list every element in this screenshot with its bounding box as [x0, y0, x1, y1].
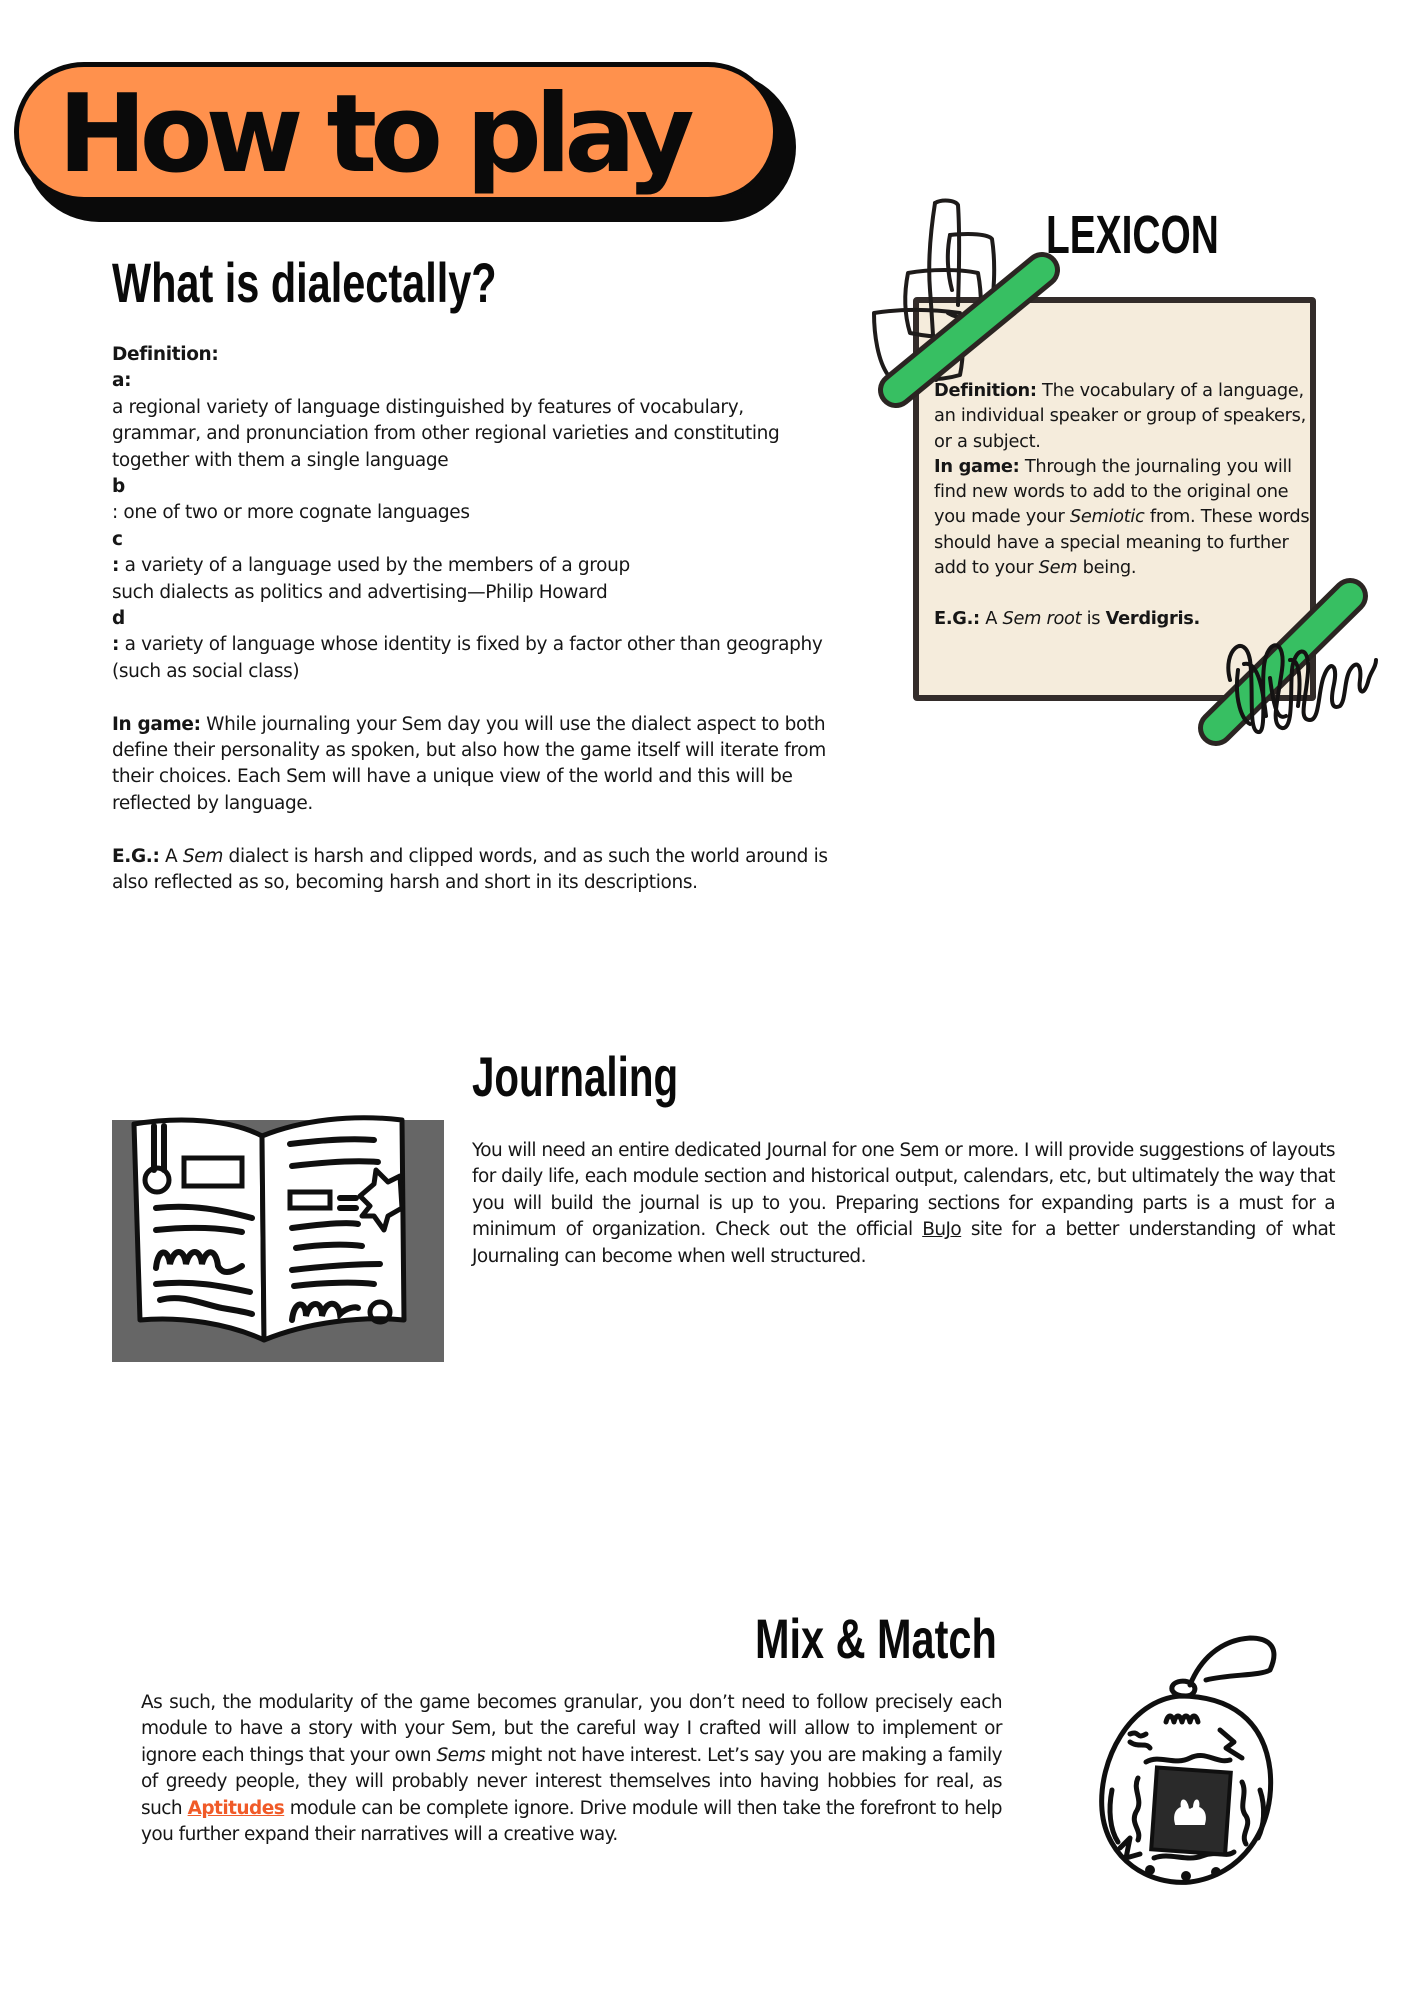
- definition-a-text: a regional variety of language distinguished by features of vocabulary, grammar, and pronunciation from other regional varieties and constituting together with them a single language: [112, 396, 780, 471]
- lexicon-eg-is: is: [1081, 607, 1106, 629]
- bujo-link[interactable]: BuJo: [922, 1219, 962, 1241]
- dialect-in-game: [112, 712, 832, 818]
- mix-match-text-1: As such, the modularity of the game becomes granular, you don’t need to follow precisely each module to have a story with your Sem, but the careful way I crafted will allow to implement or ignore each things that your own: [141, 1692, 1002, 1766]
- journaling-heading: Journaling: [472, 1045, 679, 1108]
- lexicon-sem: Sem: [1038, 557, 1078, 579]
- mix-match-text-3: module can be complete ignore. Drive module will then take the forefront to help you further expand their narratives will a creative way.: [141, 1797, 1002, 1846]
- eg-text: dialect is harsh and clipped words, and as such the world around is also reflected as so, becoming harsh and short in its descriptions.: [112, 845, 828, 894]
- lexicon-in-game-label: In game:: [934, 455, 1020, 477]
- definition-c-colon: :: [112, 555, 120, 577]
- scribble-bottom-right-icon: [1220, 620, 1380, 745]
- definition-b-label: b: [112, 476, 125, 498]
- definition-b-text: : one of two or more cognate languages: [112, 502, 470, 524]
- page-title: How to play: [58, 72, 688, 197]
- definition-c-label: c: [112, 528, 123, 550]
- lexicon-in-game-text-2: from. These words should have a special meaning to further add to your: [934, 506, 1310, 579]
- tape-fill: [896, 270, 1042, 390]
- lexicon-definition-text: The vocabulary of a language, an individual speaker or group of speakers, or a subject.: [934, 380, 1306, 452]
- mix-match-text-2: might not have interest. Let’s say you are making a family of greedy people, they will probably never interest themselves into having hobbies for real, as such: [141, 1744, 1003, 1819]
- lexicon-eg-label: E.G.:: [934, 607, 980, 629]
- eg-pre: A: [159, 845, 183, 867]
- open-journal-book-icon: [112, 1098, 444, 1366]
- journaling-text: [472, 1138, 1335, 1270]
- mix-match-heading: Mix & Match: [755, 1607, 997, 1670]
- lexicon-heading: LEXICON: [1046, 205, 1219, 265]
- definition-label: Definition:: [112, 344, 219, 365]
- lexicon-semiotic: Semiotic: [1069, 506, 1145, 528]
- dialect-definition-block: [112, 342, 832, 897]
- eg-label: E.G.:: [112, 845, 160, 867]
- mix-match-text: [141, 1690, 1002, 1848]
- lexicon-in-game-text-1: Through the journaling you will find new words to add to the original one you made your: [934, 455, 1292, 528]
- definition-d-label: d: [112, 608, 125, 630]
- definition-a-label: a:: [112, 370, 132, 392]
- lexicon-in-game: [934, 454, 1314, 580]
- lexicon-eg-sem-root: Sem root: [1002, 607, 1082, 629]
- definition-c-text-2: such dialects as politics and advertising—Philip Howard: [112, 581, 608, 603]
- in-game-label: In game:: [112, 713, 201, 735]
- dialect-heading: What is dialectally?: [112, 251, 497, 314]
- aptitudes-link[interactable]: Aptitudes: [187, 1797, 285, 1819]
- tamagotchi-icon: [1090, 1630, 1280, 1890]
- journaling-text-1: You will need an entire dedicated Journal for one Sem or more. I will provide suggestions of layouts for daily life, each module section and historical output, calendars, etc, but ultimately the way that you will build the journal is up to you. Preparing sections for expanding parts is a must for a minimum of organization. Check out the official: [472, 1140, 1335, 1241]
- definition-d-colon: :: [112, 634, 120, 656]
- lexicon-in-game-text-3: being.: [1077, 557, 1137, 579]
- definition-c-text: a variety of a language used by the members of a group: [119, 555, 630, 577]
- lexicon-definition: [934, 378, 1314, 454]
- in-game-text: While journaling your Sem day you will use the dialect aspect to both define their personality as spoken, but also how the game itself will iterate from their choices. Each Sem will have a unique view of the world and this will be reflected by language.: [112, 713, 826, 814]
- journaling-text-2: site for a better understanding of what Journaling can become when well structured.: [472, 1219, 1335, 1267]
- eg-sem: Sem: [182, 845, 224, 867]
- mix-match-sems: Sems: [436, 1744, 486, 1766]
- lexicon-definition-label: Definition:: [934, 380, 1037, 401]
- definition-d-text: a variety of language whose identity is fixed by a factor other than geography (such as social class): [112, 634, 823, 682]
- lexicon-eg-pre: A: [979, 607, 1003, 629]
- lexicon-eg-word: Verdigris.: [1105, 607, 1200, 629]
- dialect-example: [112, 844, 832, 897]
